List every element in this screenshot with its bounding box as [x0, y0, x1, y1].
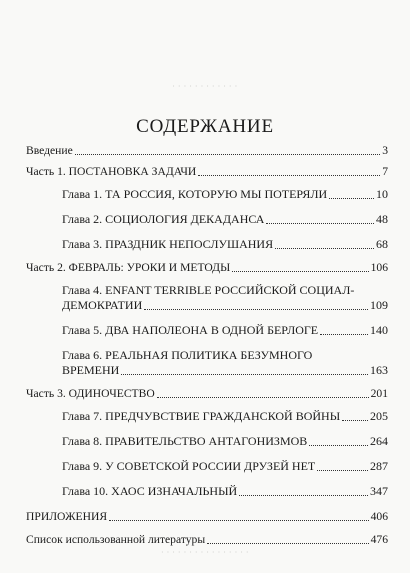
bleed-through-text-bottom: · · · · · · · · · · · · · · · · — [160, 548, 250, 557]
bleed-through-text-top: · · · · · · · · · · · · — [172, 82, 238, 91]
dot-leader — [239, 495, 368, 496]
toc-page-number: 201 — [370, 387, 388, 400]
toc-page-number: 287 — [370, 459, 388, 473]
toc-entry-chapter-2[interactable] — [26, 212, 388, 227]
toc-page-number: 264 — [370, 434, 388, 448]
toc-entry-label-line-2: ВРЕМЕНИ — [62, 363, 120, 377]
toc-page-number: 106 — [370, 261, 388, 274]
toc-entry-chapter-4[interactable] — [26, 283, 388, 313]
page-title: СОДЕРЖАНИЕ — [136, 116, 274, 137]
toc-entry-label: Часть 2. ФЕВРАЛЬ: УРОКИ И МЕТОДЫ — [26, 261, 231, 274]
dot-leader — [309, 445, 368, 446]
toc-entry-chapter-5[interactable] — [26, 323, 388, 338]
dot-leader — [317, 470, 368, 471]
dot-leader — [144, 309, 368, 310]
dot-leader — [109, 520, 369, 521]
toc-entry-label: Список использованной литературы — [26, 533, 206, 546]
dot-leader — [207, 543, 368, 544]
toc-page-number: 347 — [370, 484, 388, 498]
dot-leader — [266, 223, 374, 224]
toc-entry-chapter-7[interactable] — [26, 409, 388, 424]
toc-page-number: 68 — [376, 237, 388, 251]
toc-entry-part-3[interactable] — [26, 386, 388, 401]
toc-entry-introduction[interactable] — [26, 143, 388, 158]
toc-page-number: 7 — [382, 165, 388, 178]
toc-entry-appendices[interactable] — [26, 509, 388, 524]
dot-leader — [232, 271, 368, 272]
dot-leader — [342, 420, 368, 421]
toc-entry-label-line-2: ДЕМОКРАТИИ — [62, 298, 143, 312]
toc-entry-label: Глава 8. ПРАВИТЕЛЬСТВО АНТАГОНИЗМОВ — [62, 434, 308, 448]
toc-entry-chapter-10[interactable] — [26, 484, 388, 499]
toc-entry-chapter-9[interactable] — [26, 459, 388, 474]
toc-entry-label: Глава 9. У СОВЕТСКОЙ РОССИИ ДРУЗЕЙ НЕТ — [62, 459, 316, 473]
table-of-contents — [26, 143, 388, 547]
dot-leader — [157, 397, 369, 398]
toc-entry-label: Глава 3. ПРАЗДНИК НЕПОСЛУШАНИЯ — [62, 237, 274, 251]
toc-page-number: 406 — [370, 510, 388, 523]
dot-leader — [329, 198, 374, 199]
toc-entry-part-1[interactable] — [26, 164, 388, 179]
toc-page-number: 205 — [370, 409, 388, 423]
toc-page-number: 140 — [370, 323, 388, 337]
toc-entry-chapter-6[interactable] — [26, 348, 388, 378]
toc-entry-label: Глава 1. ТА РОССИЯ, КОТОРУЮ МЫ ПОТЕРЯЛИ — [62, 187, 328, 201]
toc-page-number: 476 — [370, 533, 388, 546]
toc-entry-label: Глава 2. СОЦИОЛОГИЯ ДЕКАДАНСА — [62, 212, 265, 226]
toc-entry-label: Глава 10. ХАОС ИЗНАЧАЛЬНЫЙ — [62, 484, 238, 498]
toc-page-number: 3 — [382, 144, 388, 157]
dot-leader — [275, 248, 374, 249]
dot-leader — [320, 334, 368, 335]
toc-page-number: 10 — [376, 187, 388, 201]
toc-page-number: 109 — [370, 298, 388, 312]
toc-entry-part-2[interactable] — [26, 260, 388, 275]
dot-leader — [198, 175, 380, 176]
toc-entry-bibliography[interactable] — [26, 532, 388, 547]
toc-entry-label: Часть 3. ОДИНОЧЕСТВО — [26, 387, 155, 400]
toc-entry-chapter-3[interactable] — [26, 237, 388, 252]
toc-entry-label-line-1: Глава 6. РЕАЛЬНАЯ ПОЛИТИКА БЕЗУМНОГО — [62, 348, 313, 362]
toc-entry-label: ПРИЛОЖЕНИЯ — [26, 510, 108, 523]
dot-leader — [121, 374, 368, 375]
toc-page-number: 163 — [370, 363, 388, 377]
toc-entry-label: Введение — [26, 144, 73, 157]
dot-leader — [75, 154, 380, 155]
toc-page-number: 48 — [376, 212, 388, 226]
toc-entry-label: Часть 1. ПОСТАНОВКА ЗАДАЧИ — [26, 165, 197, 178]
toc-entry-label-line-1: Глава 4. ENFANT TERRIBLE РОССИЙСКОЙ СОЦИАЛ- — [62, 283, 355, 297]
toc-entry-label: Глава 5. ДВА НАПОЛЕОНА В ОДНОЙ БЕРЛОГЕ — [62, 323, 319, 337]
toc-entry-label: Глава 7. ПРЕДЧУВСТВИЕ ГРАЖДАНСКОЙ ВОЙНЫ — [62, 409, 341, 423]
toc-entry-chapter-1[interactable] — [26, 187, 388, 202]
toc-entry-chapter-8[interactable] — [26, 434, 388, 449]
